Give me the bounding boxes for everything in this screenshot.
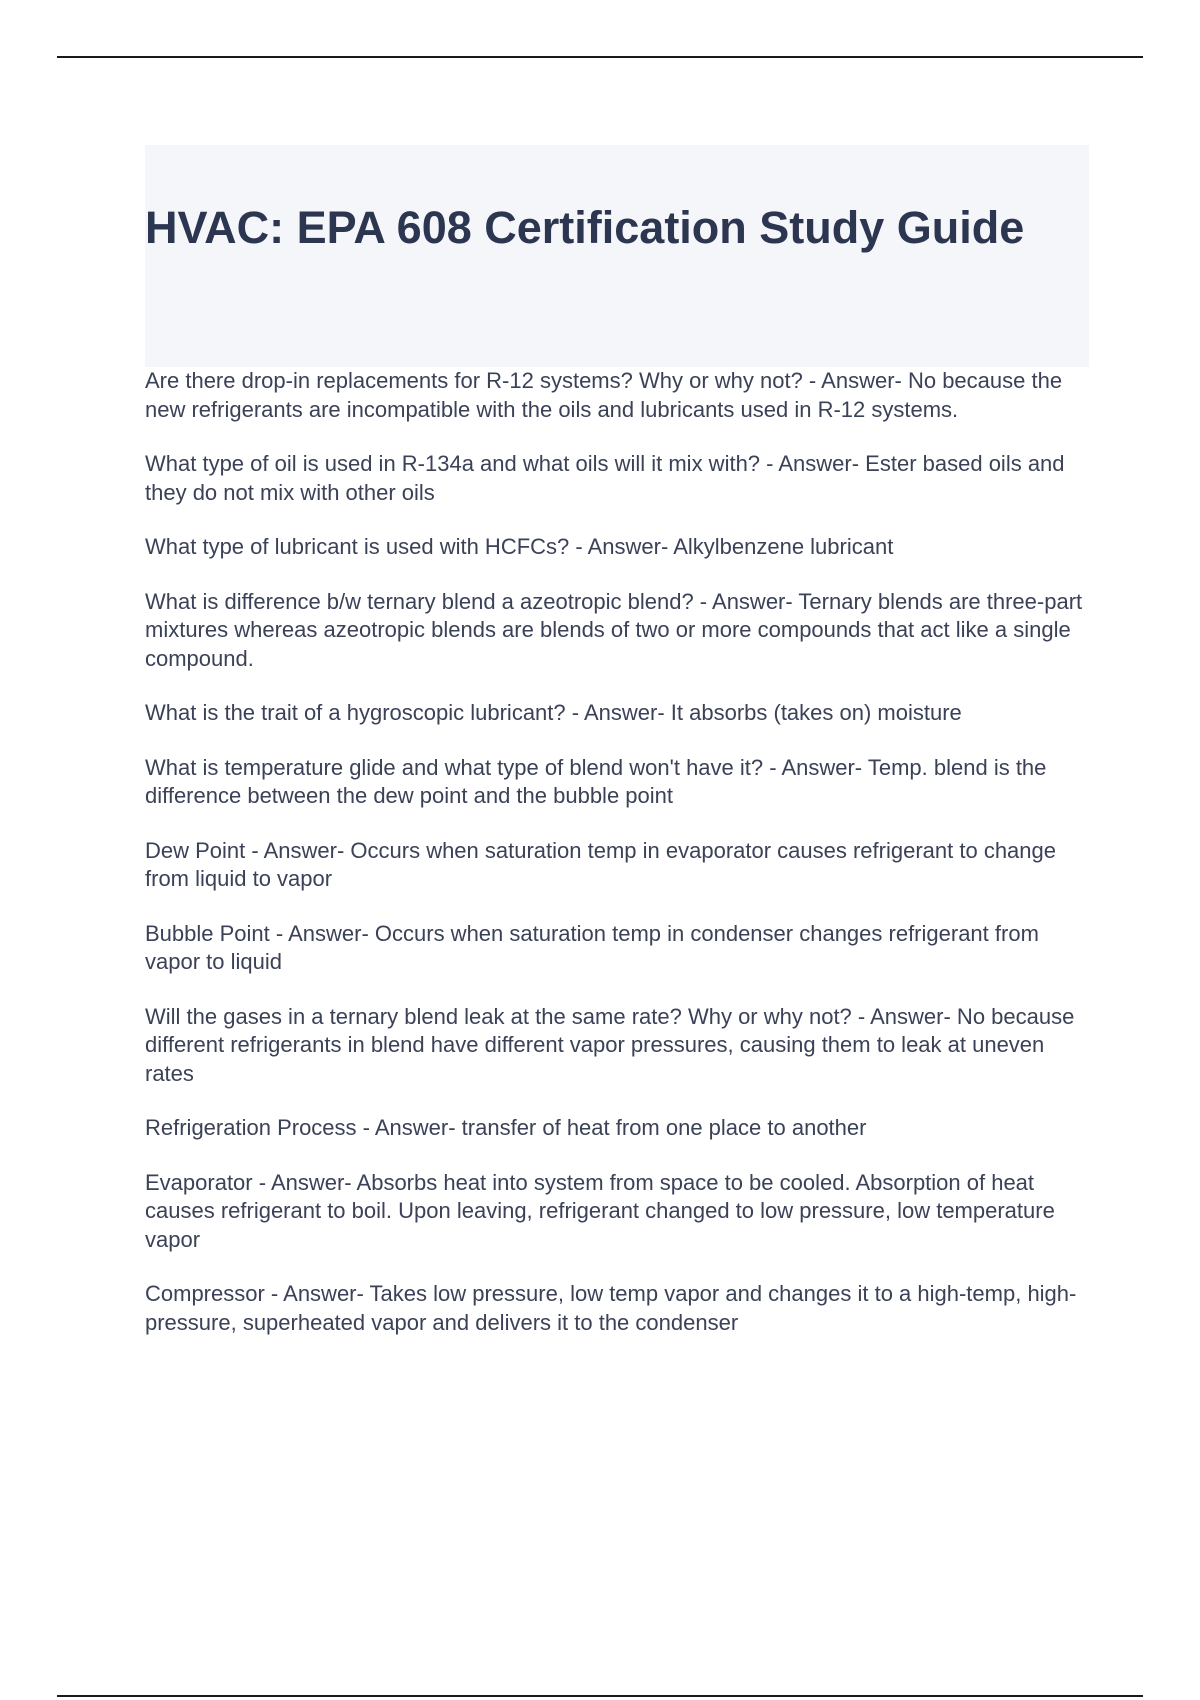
bottom-rule — [57, 1695, 1143, 1697]
qa-item: What is difference b/w ternary blend a azeotropic blend? - Answer- Ternary blends are three-part mixtures whereas azeotropic blends are blends of two or more compounds that act like a single compound. — [145, 588, 1083, 671]
page-title: HVAC: EPA 608 Certification Study Guide — [145, 202, 1025, 253]
qa-item: Compressor - Answer- Takes low pressure, low temp vapor and changes it to a high-temp, high-pressure, superheated vapor and delivers it to the condenser — [145, 1281, 1077, 1335]
qa-item: Bubble Point - Answer- Occurs when saturation temp in condenser changes refrigerant from vapor to liquid — [145, 920, 1039, 974]
top-rule — [57, 56, 1143, 58]
qa-item: What type of oil is used in R-134a and what oils will it mix with? - Answer- Ester based oils and they do not mix with other oils — [145, 451, 1065, 505]
qa-item: Are there drop-in replacements for R-12 systems? Why or why not? - Answer- No because the new refrigerants are incompatible with the oils and lubricants used in R-12 systems. — [145, 368, 1063, 422]
qa-item: Dew Point - Answer- Occurs when saturation temp in evaporator causes refrigerant to change from liquid to vapor — [145, 837, 1057, 891]
qa-item: Will the gases in a ternary blend leak at the same rate? Why or why not? - Answer- No because different refrigerants in blend have different vapor pressures, causing them to leak at uneven rates — [145, 1003, 1075, 1086]
title-block — [145, 145, 1089, 367]
qa-item: Evaporator - Answer- Absorbs heat into system from space to be cooled. Absorption of heat causes refrigerant to boil. Upon leaving, refrigerant changed to low pressure, low temperature vapor — [145, 1169, 1055, 1252]
qa-list — [145, 367, 1089, 1363]
qa-item: What type of lubricant is used with HCFCs? - Answer- Alkylbenzene lubricant — [145, 534, 894, 559]
qa-item: What is temperature glide and what type of blend won't have it? - Answer- Temp. blend is the difference between the dew point and the bubble point — [145, 754, 1047, 808]
qa-item: What is the trait of a hygroscopic lubricant? - Answer- It absorbs (takes on) moisture — [145, 700, 962, 725]
qa-item: Refrigeration Process - Answer- transfer of heat from one place to another — [145, 1115, 867, 1140]
